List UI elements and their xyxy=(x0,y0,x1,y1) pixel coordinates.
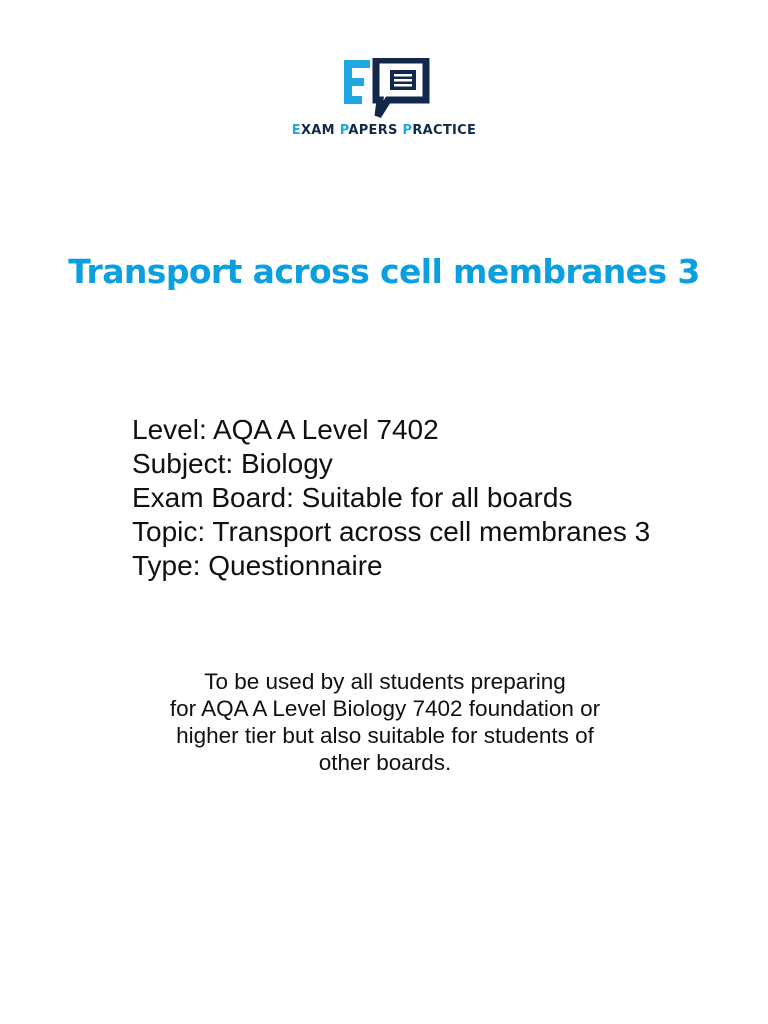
page-title: Transport across cell membranes 3 xyxy=(68,252,700,291)
brand-name xyxy=(200,123,568,138)
chat-document-logo-icon xyxy=(340,58,430,122)
brand-accent-letter: P xyxy=(339,123,349,138)
meta-level: Level: AQA A Level 7402 xyxy=(132,414,439,445)
brand-word-part: APERS xyxy=(348,123,403,138)
usage-note-line: for AQA A Level Biology 7402 foundation or xyxy=(169,696,601,721)
meta-type: Type: Questionnaire xyxy=(132,550,383,581)
brand-word-part: XAM xyxy=(300,123,340,138)
meta-subject: Subject: Biology xyxy=(132,448,333,479)
usage-note-line: other boards. xyxy=(318,750,452,775)
document-metadata xyxy=(132,413,650,583)
usage-note xyxy=(100,668,670,776)
meta-exam-board: Exam Board: Suitable for all boards xyxy=(132,482,573,513)
usage-note-line: To be used by all students preparing xyxy=(204,669,566,694)
brand-accent-letter: E xyxy=(291,123,301,138)
brand-word-part: RACTICE xyxy=(412,123,477,138)
meta-topic: Topic: Transport across cell membranes 3 xyxy=(132,516,651,547)
usage-note-line: higher tier but also suitable for students of xyxy=(176,723,594,748)
brand-accent-letter: P xyxy=(402,123,413,138)
